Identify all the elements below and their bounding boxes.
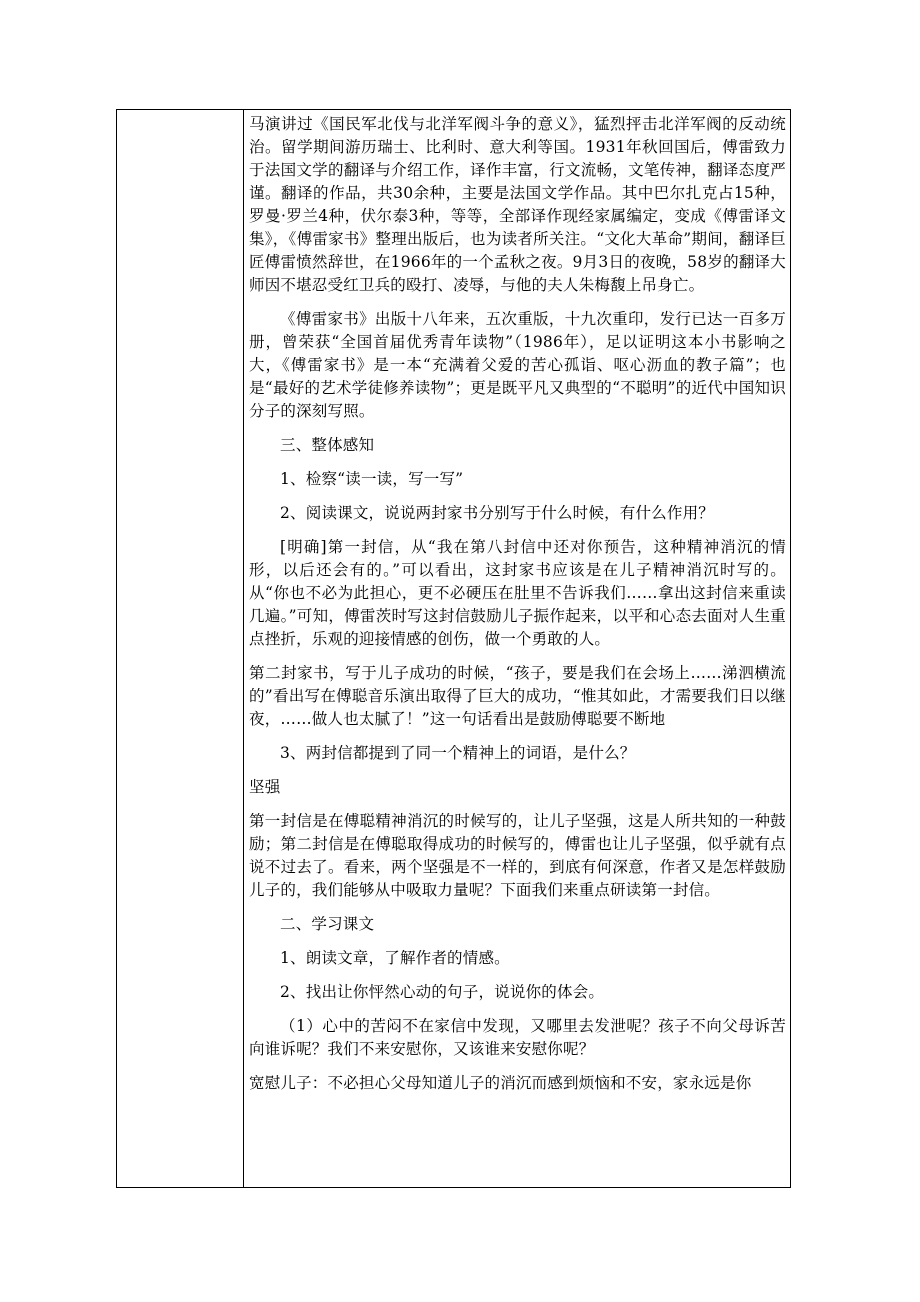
table-left-column bbox=[117, 110, 244, 1187]
table-content-column bbox=[245, 110, 790, 1187]
answer-keyword: 坚强 bbox=[249, 778, 281, 796]
paragraph-comfort-son: 宽慰儿子：不必担心父母知道儿子的消沉而感到烦恼和不安，家永远是你 bbox=[249, 1074, 752, 1092]
paragraph-answer-second-letter: 第二封家书，写于儿子成功的时候，“孩子，要是我们在会场上……涕泗横流的”看出写在傅聪音乐演出取得了巨大的成功，“惟其如此，才需要我们日以继夜，……做人也太腻了！”这一句话看出是鼓励傅聪要不断地 bbox=[249, 664, 786, 728]
lesson-table bbox=[116, 109, 791, 1188]
item-question-common-word: 3、两封信都提到了同一个精神上的词语，是什么？ bbox=[280, 744, 636, 762]
item-read-aloud: 1、朗读文章，了解作者的情感。 bbox=[280, 949, 510, 967]
paragraph-answer-first-letter: [明确]第一封信，从“我在第八封信中还对你预告，这种精神消沉的情形，以后还会有的。”可以看出，这封家书应该是在儿子精神消沉时写的。从“你也不必为此担心，更不必硬压在肚里不告诉我们……拿出这封信来重读几遍。”可知，傅雷茨时写这封信鼓励儿子振作起来，以平和心态去面对人生重点挫折，乐观的迎接情感的创伤，做一个勇敢的人。 bbox=[249, 538, 786, 648]
quote-sentence-one: （1）心中的苦闷不在家信中发现，又哪里去发泄呢？孩子不向父母诉苦向谁诉呢？我们不来安慰你，又该谁来安慰你呢？ bbox=[249, 1017, 786, 1058]
item-find-sentences: 2、找出让你怦然心动的句子，说说你的体会。 bbox=[280, 983, 605, 1001]
paragraph-book-intro: 《傅雷家书》出版十八年来，五次重版，十九次重印，发行已达一百多万册，曾荣获“全国首届优秀青年读物”（1986年），足以证明这本小书影响之大，《傅雷家书》是一本“充满着父爱的苦心孤诣、呕心沥血的教子篇”；也是“最好的艺术学徒修养读物”；更是既平凡又典型的“不聪明”的近代中国知识分子的深刻写照。 bbox=[249, 310, 786, 420]
heading-overall-perception: 三、整体感知 bbox=[280, 436, 375, 454]
paragraph-analysis-strength: 第一封信是在傅聪精神消沉的时候写的，让儿子坚强，这是人所共知的一种鼓励；第二封信是在傅聪取得成功的时候写的，傅雷也让儿子坚强，似乎就有点说不过去了。看来，两个坚强是不一样的，到底有何深意，作者又是怎样鼓励儿子的，我们能够从中吸取力量呢？下面我们来重点研读第一封信。 bbox=[249, 812, 786, 899]
item-question-two-letters: 2、阅读课文，说说两封家书分别写于什么时候，有什么作用？ bbox=[280, 504, 714, 522]
heading-study-text: 二、学习课文 bbox=[280, 915, 375, 933]
paragraph-biography: 马演讲过《国民军北伐与北洋军阀斗争的意义》，猛烈抨击北洋军阀的反动统治。留学期间游历瑞士、比利时、意大利等国。1931年秋回国后，傅雷致力于法国文学的翻译与介绍工作，译作丰富，行文流畅，文笔传神，翻译态度严谨。翻译的作品，共30余种，主要是法国文学作品。其中巴尔扎克占15种，罗曼·罗兰4种，伏尔泰3种，等等，全部译作现经家属编定，变成《傅雷译文集》，《傅雷家书》整理出版后，也为读者所关注。“文化大革命”期间，翻译巨匠傅雷愤然辞世，在1966年的一个孟秋之夜。9月3日的夜晚，58岁的翻译大师因不堪忍受红卫兵的殴打、凌辱，与他的夫人朱梅馥上吊身亡。 bbox=[249, 115, 786, 294]
item-check-reading: 1、检察“读一读，写一写” bbox=[280, 470, 464, 488]
